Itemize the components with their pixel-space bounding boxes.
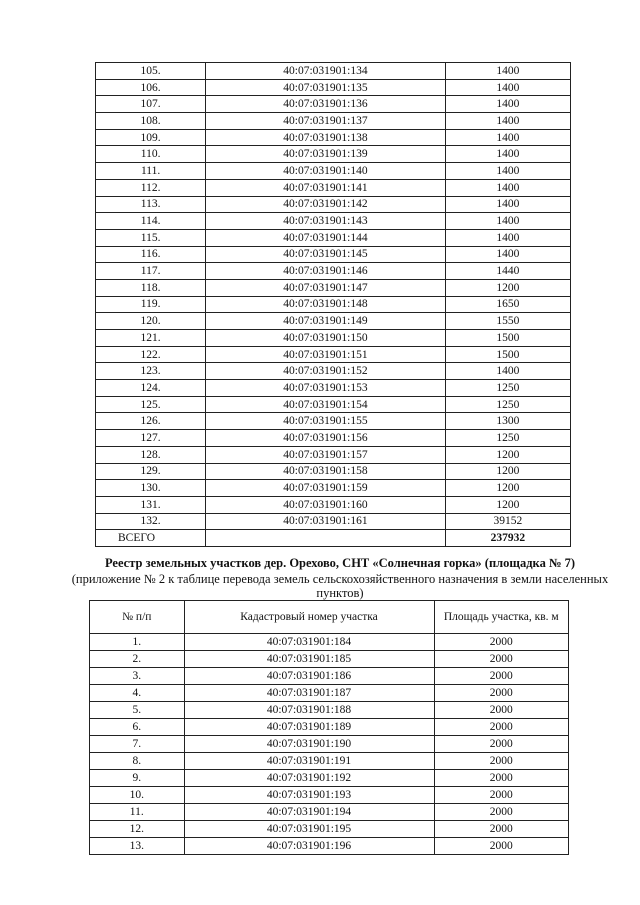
table-row <box>96 430 571 447</box>
total-row <box>96 530 571 547</box>
table-row <box>90 787 569 804</box>
cadastral-number: 40:07:031901:146 <box>206 263 445 280</box>
table-row <box>90 838 569 855</box>
row-number: 120. <box>96 313 206 330</box>
table-header-row <box>90 601 569 634</box>
table-row <box>90 685 569 702</box>
plot-area: 1250 <box>445 380 570 397</box>
cadastral-number: 40:07:031901:137 <box>206 113 445 130</box>
plot-area: 1250 <box>445 396 570 413</box>
plot-area: 1400 <box>445 96 570 113</box>
plot-area: 2000 <box>434 719 568 736</box>
table-row <box>96 196 571 213</box>
table-row <box>96 346 571 363</box>
plot-area: 1550 <box>445 313 570 330</box>
table-row <box>96 363 571 380</box>
table-row <box>90 702 569 719</box>
table-body <box>96 63 571 530</box>
cadastral-number: 40:07:031901:136 <box>206 96 445 113</box>
plot-area: 2000 <box>434 736 568 753</box>
cadastral-number: 40:07:031901:150 <box>206 330 445 347</box>
table-row <box>96 496 571 513</box>
header-cadastral: Кадастровый номер участка <box>184 601 434 634</box>
table-row <box>96 246 571 263</box>
row-number: 109. <box>96 129 206 146</box>
table-row <box>90 634 569 651</box>
cadastral-number: 40:07:031901:190 <box>184 736 434 753</box>
cadastral-number: 40:07:031901:138 <box>206 129 445 146</box>
cadastral-number: 40:07:031901:140 <box>206 163 445 180</box>
table-row <box>96 146 571 163</box>
plot-area: 1200 <box>445 496 570 513</box>
cadastral-number: 40:07:031901:158 <box>206 463 445 480</box>
cadastral-number: 40:07:031901:156 <box>206 430 445 447</box>
table-row <box>96 113 571 130</box>
plot-area: 2000 <box>434 787 568 804</box>
row-number: 132. <box>96 513 206 530</box>
plot-area: 1400 <box>445 79 570 96</box>
plot-area: 1250 <box>445 430 570 447</box>
row-number: 13. <box>90 838 185 855</box>
row-number: 111. <box>96 163 206 180</box>
cadastral-number: 40:07:031901:154 <box>206 396 445 413</box>
table-row <box>96 480 571 497</box>
table-row <box>96 330 571 347</box>
table-row <box>96 229 571 246</box>
registry-subtitle: (приложение № 2 к таблице перевода земель сельскохозяйственного назначения в земли населенных пунктов) <box>71 572 609 600</box>
plot-area: 1400 <box>445 213 570 230</box>
cadastral-number: 40:07:031901:191 <box>184 753 434 770</box>
header-area: Площадь участка, кв. м <box>434 601 568 634</box>
table-row <box>90 719 569 736</box>
cadastral-number: 40:07:031901:152 <box>206 363 445 380</box>
cadastral-number: 40:07:031901:185 <box>184 651 434 668</box>
plot-area: 1400 <box>445 363 570 380</box>
row-number: 129. <box>96 463 206 480</box>
plot-area: 1650 <box>445 296 570 313</box>
plot-area: 1400 <box>445 129 570 146</box>
plot-area: 2000 <box>434 634 568 651</box>
plot-area: 1500 <box>445 346 570 363</box>
plot-area: 1200 <box>445 463 570 480</box>
row-number: 125. <box>96 396 206 413</box>
row-number: 127. <box>96 430 206 447</box>
table-row <box>96 96 571 113</box>
cadastral-number: 40:07:031901:193 <box>184 787 434 804</box>
cadastral-number: 40:07:031901:196 <box>184 838 434 855</box>
row-number: 10. <box>90 787 185 804</box>
row-number: 116. <box>96 246 206 263</box>
row-number: 2. <box>90 651 185 668</box>
cadastral-number: 40:07:031901:192 <box>184 770 434 787</box>
row-number: 12. <box>90 821 185 838</box>
row-number: 114. <box>96 213 206 230</box>
table-row <box>96 313 571 330</box>
plot-area: 1440 <box>445 263 570 280</box>
registry-title: Реестр земельных участков дер. Орехово, СНТ «Солнечная горка» (площадка № 7) <box>104 556 576 570</box>
plot-area: 39152 <box>445 513 570 530</box>
plot-area: 2000 <box>434 702 568 719</box>
row-number: 110. <box>96 146 206 163</box>
row-number: 106. <box>96 79 206 96</box>
row-number: 123. <box>96 363 206 380</box>
table-row <box>96 179 571 196</box>
cadastral-number: 40:07:031901:194 <box>184 804 434 821</box>
plot-area: 2000 <box>434 753 568 770</box>
cadastral-number: 40:07:031901:134 <box>206 63 445 80</box>
table-row <box>96 380 571 397</box>
plot-area: 2000 <box>434 651 568 668</box>
plot-area: 2000 <box>434 685 568 702</box>
cadastral-number: 40:07:031901:135 <box>206 79 445 96</box>
cadastral-number: 40:07:031901:155 <box>206 413 445 430</box>
plot-area: 1400 <box>445 113 570 130</box>
row-number: 105. <box>96 63 206 80</box>
table-row <box>90 651 569 668</box>
plot-area: 2000 <box>434 838 568 855</box>
plot-area: 2000 <box>434 821 568 838</box>
row-number: 131. <box>96 496 206 513</box>
row-number: 3. <box>90 668 185 685</box>
cadastral-number: 40:07:031901:147 <box>206 279 445 296</box>
row-number: 5. <box>90 702 185 719</box>
table-row <box>90 753 569 770</box>
cadastral-number: 40:07:031901:149 <box>206 313 445 330</box>
row-number: 119. <box>96 296 206 313</box>
row-number: 124. <box>96 380 206 397</box>
plot-area: 1400 <box>445 163 570 180</box>
table-row <box>96 129 571 146</box>
row-number: 11. <box>90 804 185 821</box>
table-row <box>96 463 571 480</box>
table-row <box>96 513 571 530</box>
cadastral-number: 40:07:031901:145 <box>206 246 445 263</box>
land-plots-table-continued <box>95 62 571 547</box>
cadastral-number: 40:07:031901:144 <box>206 229 445 246</box>
plot-area: 1400 <box>445 146 570 163</box>
row-number: 121. <box>96 330 206 347</box>
row-number: 115. <box>96 229 206 246</box>
cadastral-number: 40:07:031901:187 <box>184 685 434 702</box>
table-row <box>96 213 571 230</box>
cadastral-number: 40:07:031901:141 <box>206 179 445 196</box>
plot-area: 1200 <box>445 480 570 497</box>
row-number: 107. <box>96 96 206 113</box>
table-row <box>96 446 571 463</box>
table-row <box>90 770 569 787</box>
cadastral-number: 40:07:031901:186 <box>184 668 434 685</box>
plot-area: 2000 <box>434 770 568 787</box>
cadastral-number: 40:07:031901:148 <box>206 296 445 313</box>
cadastral-number: 40:07:031901:195 <box>184 821 434 838</box>
row-number: 117. <box>96 263 206 280</box>
row-number: 128. <box>96 446 206 463</box>
cadastral-number: 40:07:031901:151 <box>206 346 445 363</box>
table-row <box>96 413 571 430</box>
plot-area: 1200 <box>445 279 570 296</box>
row-number: 8. <box>90 753 185 770</box>
table-row <box>96 163 571 180</box>
table-row <box>96 263 571 280</box>
total-value: 237932 <box>445 530 570 547</box>
row-number: 9. <box>90 770 185 787</box>
orekhovo-land-plots-table <box>89 600 569 855</box>
plot-area: 1400 <box>445 229 570 246</box>
total-label: ВСЕГО <box>96 530 206 547</box>
table-row <box>90 821 569 838</box>
plot-area: 2000 <box>434 804 568 821</box>
table-row <box>96 79 571 96</box>
plot-area: 1200 <box>445 446 570 463</box>
plot-area: 1300 <box>445 413 570 430</box>
row-number: 7. <box>90 736 185 753</box>
row-number: 112. <box>96 179 206 196</box>
row-number: 126. <box>96 413 206 430</box>
row-number: 1. <box>90 634 185 651</box>
plot-area: 1400 <box>445 246 570 263</box>
plot-area: 1400 <box>445 179 570 196</box>
table-body <box>90 634 569 855</box>
plot-area: 1500 <box>445 330 570 347</box>
header-number: № п/п <box>90 601 185 634</box>
cadastral-number: 40:07:031901:188 <box>184 702 434 719</box>
table-row <box>96 396 571 413</box>
total-empty-cell <box>206 530 445 547</box>
cadastral-number: 40:07:031901:159 <box>206 480 445 497</box>
table-row <box>96 63 571 80</box>
table-row <box>96 279 571 296</box>
cadastral-number: 40:07:031901:142 <box>206 196 445 213</box>
row-number: 122. <box>96 346 206 363</box>
table-row <box>90 804 569 821</box>
row-number: 108. <box>96 113 206 130</box>
cadastral-number: 40:07:031901:189 <box>184 719 434 736</box>
table-row <box>90 668 569 685</box>
cadastral-number: 40:07:031901:184 <box>184 634 434 651</box>
row-number: 118. <box>96 279 206 296</box>
cadastral-number: 40:07:031901:157 <box>206 446 445 463</box>
plot-area: 1400 <box>445 63 570 80</box>
cadastral-number: 40:07:031901:153 <box>206 380 445 397</box>
cadastral-number: 40:07:031901:161 <box>206 513 445 530</box>
row-number: 130. <box>96 480 206 497</box>
row-number: 4. <box>90 685 185 702</box>
table-row <box>96 296 571 313</box>
plot-area: 2000 <box>434 668 568 685</box>
row-number: 113. <box>96 196 206 213</box>
cadastral-number: 40:07:031901:143 <box>206 213 445 230</box>
cadastral-number: 40:07:031901:160 <box>206 496 445 513</box>
table-row <box>90 736 569 753</box>
plot-area: 1400 <box>445 196 570 213</box>
cadastral-number: 40:07:031901:139 <box>206 146 445 163</box>
row-number: 6. <box>90 719 185 736</box>
